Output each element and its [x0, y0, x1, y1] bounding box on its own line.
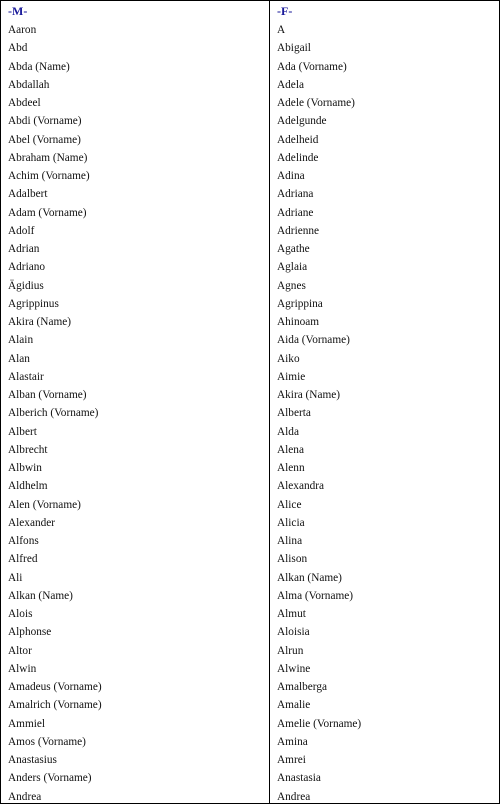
name-row: Alkan (Name) [277, 571, 342, 584]
name-row: Abraham (Name) [8, 151, 88, 164]
name-row: Aiko [277, 352, 300, 365]
female-column-header: -F- [277, 4, 293, 18]
name-row: Alma (Vorname) [277, 589, 354, 602]
name-row: Adriane [277, 206, 314, 219]
name-row: Alison [277, 553, 308, 566]
name-row: Alen (Vorname) [8, 498, 81, 511]
female-names-list [270, 21, 499, 806]
name-row: Abigail [277, 42, 311, 55]
name-row: Alphonse [8, 626, 52, 639]
name-row: Abda (Name) [8, 60, 70, 73]
name-row: Albert [8, 425, 37, 438]
name-row: Akira (Name) [277, 389, 341, 401]
name-row: Andrea [277, 790, 311, 803]
name-row: Adriana [277, 188, 314, 201]
name-row: Akira (Name) [8, 316, 72, 328]
name-row: Alberta [277, 407, 311, 420]
name-row: Albrecht [8, 443, 48, 456]
name-row: Amrei [277, 754, 306, 766]
name-row: Alrun [277, 644, 304, 657]
name-row: Altor [8, 644, 32, 657]
name-row: Ägidius [8, 279, 44, 292]
female-names-column [270, 1, 499, 803]
name-row: Alkan (Name) [8, 589, 73, 602]
name-row: Alice [277, 498, 302, 511]
name-row: Alain [8, 334, 34, 347]
name-row: Adriano [8, 261, 46, 274]
name-row: Anastasia [277, 772, 321, 785]
name-row: Aimie [277, 370, 306, 383]
name-row: Alfred [8, 553, 38, 566]
name-row: Aida (Vorname) [277, 334, 350, 347]
name-row: Alicia [277, 516, 305, 529]
name-row: Aloisia [277, 626, 310, 639]
name-row: Adelgunde [277, 115, 327, 128]
name-row: Ali [8, 571, 23, 584]
name-row: Alberich (Vorname) [8, 407, 99, 420]
name-row: Abel (Vorname) [8, 133, 81, 146]
name-row: Adalbert [8, 188, 48, 201]
name-row: Alwin [8, 662, 37, 675]
name-row: Amalberga [277, 681, 327, 693]
name-row: Adina [277, 170, 305, 182]
name-row: Agathe [277, 243, 310, 255]
name-row: Ada (Vorname) [277, 60, 347, 73]
name-row: Alfons [8, 535, 39, 547]
name-row: Alois [8, 608, 33, 620]
name-row: Alexandra [277, 480, 325, 493]
name-row: Aglaia [277, 261, 308, 274]
male-names-list [1, 21, 269, 806]
name-row: Ahinoam [277, 316, 320, 328]
name-row: Adelheid [277, 133, 319, 146]
name-row: Amalie [277, 699, 311, 712]
name-row: Albwin [8, 462, 42, 474]
name-row: Amina [277, 735, 308, 748]
name-row: Alda [277, 425, 299, 438]
name-row: Amos (Vorname) [8, 735, 86, 748]
name-row: Agrippinus [8, 297, 59, 310]
name-row: Alexander [8, 516, 56, 529]
name-row: Alena [277, 443, 304, 456]
name-row: Abdallah [8, 78, 50, 91]
male-names-column [1, 1, 270, 803]
name-row: Achim (Vorname) [8, 170, 90, 182]
name-row: Adelinde [277, 151, 319, 164]
name-row: Adela [277, 78, 304, 91]
name-row: Anders (Vorname) [8, 772, 92, 785]
name-row: Alban (Vorname) [8, 389, 87, 401]
male-column-header: -M- [8, 4, 28, 18]
name-row: Abdeel [8, 97, 41, 109]
name-row: Amalrich (Vorname) [8, 699, 102, 712]
name-row: Amelie (Vorname) [277, 717, 362, 730]
name-row: Adele (Vorname) [277, 97, 355, 109]
name-row: Amadeus (Vorname) [8, 681, 102, 693]
name-row: Aldhelm [8, 480, 48, 493]
name-row: Agnes [277, 279, 306, 292]
name-row: Almut [277, 608, 306, 620]
name-row: Adrienne [277, 224, 320, 237]
name-row: Alan [8, 352, 30, 365]
name-row: Aaron [8, 24, 37, 36]
name-row: Ammiel [8, 717, 46, 730]
name-row: Alina [277, 535, 303, 547]
name-row: Anastasius [8, 754, 57, 766]
name-row: Alastair [8, 370, 44, 383]
name-row: Abdi (Vorname) [8, 115, 82, 128]
name-row: Agrippina [277, 297, 323, 310]
name-row: Alwine [277, 662, 311, 675]
name-row: Abd [8, 42, 28, 55]
name-row: Adolf [8, 224, 35, 237]
name-row: Alenn [277, 462, 305, 474]
name-row: Adam (Vorname) [8, 206, 87, 219]
name-row: Andrea [8, 790, 42, 803]
name-row: Adrian [8, 243, 40, 255]
name-row: A [277, 24, 286, 36]
